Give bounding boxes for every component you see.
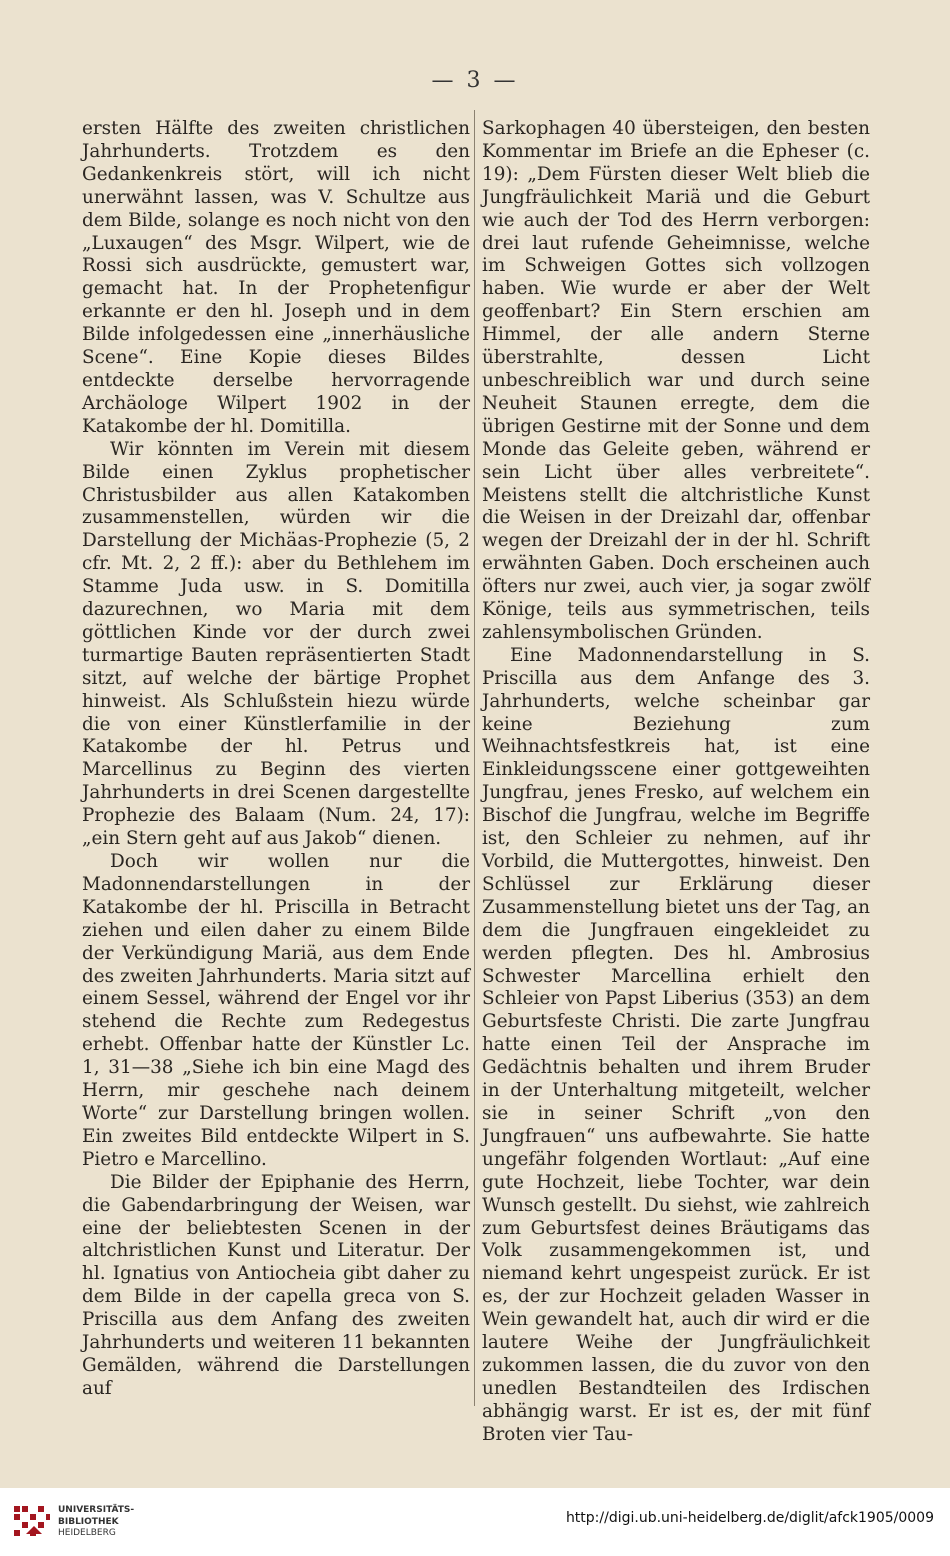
paragraph: Eine Madonnendarstellung in S. Priscilla aus dem Anfange des 3. Jahrhunderts, welche scheinbar gar keine Beziehung zum Weihnachtsfestkreis hat, ist eine Einkleidungsscene einer gottgeweihten Jungfrau, jenes Fresko, auf welchem ein Bischof die Jungfrau, welche im Begriffe ist, den Schleier zu nehmen, auf ihr Vorbild, die Muttergottes, hinweist. Den Schlüssel zur Erklärung dieser Zusammenstellung bietet uns der Tag, an dem die Jungfrauen eingekleidet zu werden pflegten. Des hl. Ambrosius Schwester Marcellina erhielt den Schleier von Papst Liberius (353) an dem Geburtsfeste Christi. Die zarte Jungfrau hatte einen Teil der Ansprache im Gedächtnis behalten und ihrem Bruder in der Unterhaltung mitgeteilt, welcher sie in seiner Schrift „von den Jungfrauen“ uns aufbewahrte. Sie hatte ungefähr folgenden Wortlaut: „Auf eine gute Hochzeit, liebe Tochter, war dein Wunsch gestellt. Du siehst, wie zahlreich zum Geburtsfest deines Bräutigams das Volk zusammengekommen ist, und niemand kehrt ungespeist zurück. Er ist es, der zur Hochzeit geladen Wasser in Wein gewandelt hat, auch dir wird er die lautere Weihe der Jungfräulichkeit zukommen lassen, die du zuvor von den unedlen Bestandteilen des Irdischen abhängig warst. Er ist es, der mit fünf Broten vier Tau- — [482, 644, 870, 1445]
page-number: — 3 — — [431, 68, 519, 93]
paragraph: ersten Hälfte des zweiten christlichen Jahrhunderts. Trotzdem es den Gedankenkreis stört, will ich nicht unerwähnt lassen, was V. Schultze aus dem Bilde, solange es noch nicht von den „Luxaugen“ des Msgr. Wilpert, wie de Rossi sich ausdrückte, gemustert war, gemacht hat. In der Prophetenfigur erkannte er den hl. Joseph und in dem Bilde infolgedessen eine „innerhäusliche Scene“. Eine Kopie dieses Bildes entdeckte derselbe hervorragende Archäologe Wilpert 1902 in der Katakombe der hl. Domitilla. — [82, 118, 470, 437]
library-logo[interactable] — [12, 1502, 172, 1546]
library-seal-icon — [12, 1502, 52, 1542]
right-column — [482, 118, 870, 1447]
logo-text — [58, 1505, 134, 1540]
logo-line: BIBLIOTHEK — [58, 1516, 119, 1527]
column-divider — [474, 110, 475, 1406]
footer-bar — [0, 1488, 950, 1556]
paragraph: Wir könnten im Verein mit diesem Bilde einen Zyklus prophetischer Christusbilder aus allen Katakomben zusammenstellen, würden wir die Darstellung der Michäas-Prophezie (5, 2 cfr. Mt. 2, 2 ff.): aber du Bethlehem im Stamme Juda usw. in S. Domitilla dazurechnen, wo Maria mit dem göttlichen Kinde vor der durch zwei turmartige Bauten repräsentierten Stadt sitzt, auf welche der bärtige Prophet hinweist. Als Schlußstein hiezu würde die von einer Künstlerfamilie in der Katakombe der hl. Petrus und Marcellinus zu Beginn des vierten Jahrhunderts in drei Scenen dargestellte Prophezie des Balaam (Num. 24, 17): „ein Stern geht auf aus Jakob“ dienen. — [82, 438, 470, 850]
paragraph: Sarkophagen 40 übersteigen, den besten Kommentar im Briefe an die Epheser (c. 19): „Dem Fürsten dieser Welt blieb die Jungfräulichkeit Mariä und die Geburt wie auch der Tod des Herrn verborgen: drei laut rufende Geheimnisse, welche im Schweigen Gottes sich vollzogen haben. Wie wurde er aber der Welt geoffenbart? Ein Stern erschien am Himmel, der alle andern Sterne überstrahlte, dessen Licht unbeschreiblich war und durch seine Neuheit Staunen erregte, dem die übrigen Gestirne mit der Sonne und dem Monde das Geleite geben, während er sein Licht über alles verbreitete“. Meistens stellt die altchristliche Kunst die Weisen in der Dreizahl dar, offenbar wegen der Dreizahl der in der hl. Schrift erwähnten Gaben. Doch erscheinen auch öfters nur zwei, auch vier, ja sogar zwölf Könige, teils aus symmetrischen, teils zahlensymbolischen Gründen. — [482, 118, 870, 643]
paragraph: Die Bilder der Epiphanie des Herrn, die Gabendarbringung der Weisen, war eine der beliebtesten Scenen in der altchristlichen Kunst und Literatur. Der hl. Ignatius von Antiocheia gibt daher zu dem Bilde in der capella greca von S. Priscilla aus dem Anfang des zweiten Jahrhunderts und weiteren 11 bekannten Gemälden, während die Darstellungen auf — [82, 1171, 470, 1399]
paragraph: Doch wir wollen nur die Madonnendarstellungen in der Katakombe der hl. Priscilla in Betracht ziehen und eilen daher zu einem Bilde der Verkündigung Mariä, aus dem Ende des zweiten Jahrhunderts. Maria sitzt auf einem Sessel, während der Engel vor ihr stehend die Rechte zum Redegestus erhebt. Offenbar hatte der Künstler Lc. 1, 31—38 „Siehe ich bin eine Magd des Herrn, mir geschehe nach deinem Worte“ zur Darstellung bringen wollen. Ein zweites Bild entdeckte Wilpert in S. Pietro e Marcellino. — [82, 851, 470, 1170]
left-column — [82, 118, 470, 1401]
source-url-link[interactable]: http://digi.ub.uni-heidelberg.de/diglit/afck1905/0009 — [565, 1510, 934, 1526]
logo-line: UNIVERSITÄTS- — [58, 1505, 135, 1515]
logo-line: HEIDELBERG — [58, 1528, 116, 1538]
